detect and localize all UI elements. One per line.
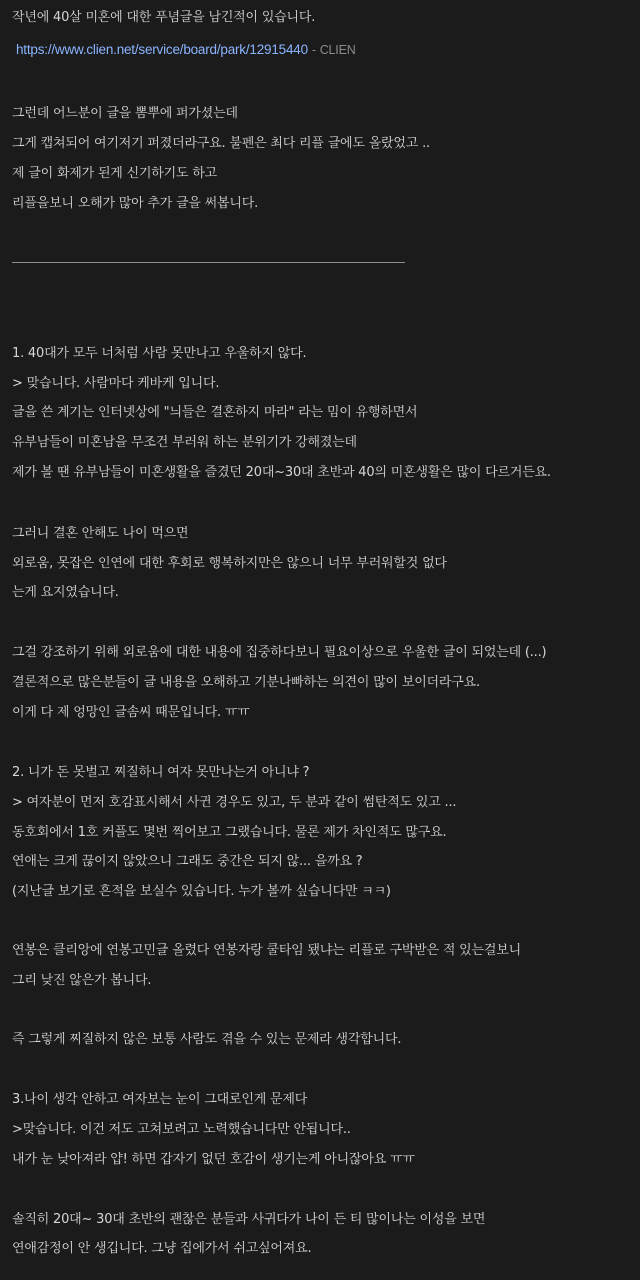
link-separator: - [311,43,316,57]
link-site-name: CLIEN [319,43,356,57]
section-1-paragraph-b-line: 이게 다 제 엉망인 글솜씨 때문입니다. ㅠㅠ [12,705,250,720]
section-1-paragraph-a-line: 는게 요지였습니다. [12,585,119,600]
section-2-question: 2. 니가 돈 못벌고 찌질하니 여자 못만나는거 아니냐 ? [12,765,310,780]
section-1-answer-line: 글을 쓴 계기는 인터넷상에 "늬들은 결혼하지 마라" 라는 밈이 유행하면서 [12,405,418,420]
section-2-answer-line: 동호회에서 1호 커플도 몇번 찍어보고 그랬습니다. 물론 제가 차인적도 많구요. [12,825,447,840]
section-3-answer-line: >맞습니다. 이건 저도 고쳐보려고 노력했습니다만 안됩니다.. [12,1122,351,1137]
section-2-paragraph-b-line: 즉 그렇게 찌질하지 않은 보통 사람도 겪을 수 있는 문제라 생각합니다. [12,1032,402,1047]
section-1-answer-line: 유부남들이 미혼남을 무조건 부러워 하는 분위기가 강해졌는데 [12,435,357,450]
paragraph-line: 제 글이 화제가 된게 신기하기도 하고 [12,166,218,181]
section-1-paragraph-b-line: 결론적으로 많은분들이 글 내용을 오해하고 기분나빠하는 의견이 많이 보이더라구요. [12,675,480,690]
section-1-paragraph-b-line: 그걸 강조하기 위해 외로움에 대한 내용에 집중하다보니 필요이상으로 우울한 글이 되었는데 (...) [12,645,547,660]
link-row [16,42,632,59]
section-1-answer-line: > 맞습니다. 사람마다 케바케 입니다. [12,376,220,391]
section-1-answer-line: 제가 볼 땐 유부남들이 미혼생활을 즐겼던 20대~30대 초반과 40의 미혼생활은 많이 다르거든요. [12,465,551,480]
section-1-paragraph-a-line: 외로움, 못잡은 인연에 대한 후회로 행복하지만은 않으니 너무 부러워할것 없다 [12,556,447,571]
section-3-paragraph-a-line: 솔직히 20대~ 30대 초반의 괜찮은 분들과 사귀다가 나이 든 티 많이나는 이성을 보면 [12,1212,486,1227]
section-3-question: 3.나이 생각 안하고 여자보는 눈이 그대로인게 문제다 [12,1092,308,1107]
section-3-answer-line: 내가 눈 낮아져라 얍! 하면 갑자기 없던 호감이 생기는게 아니잖아요 ㅠㅠ [12,1152,415,1167]
paragraph-line: 그게 캡쳐되어 여기저기 퍼졌더라구요. 불펜은 최다 리플 글에도 올랐었고 .. [12,136,430,151]
section-1-paragraph-a-line: 그러니 결혼 안해도 나이 먹으면 [12,526,189,541]
section-2-paragraph-a-line: 연봉은 클리앙에 연봉고민글 올렸다 연봉자랑 쿨타임 됐냐는 리플로 구박받은 적 있는걸보니 [12,943,521,958]
section-3-paragraph-a-line: 연애감정이 안 생깁니다. 그냥 집에가서 쉬고싶어져요. [12,1241,312,1256]
paragraph-line: 리플을보니 오해가 많아 추가 글을 써봅니다. [12,196,259,211]
section-2-paragraph-a-line: 그리 낮진 않은가 봅니다. [12,973,152,988]
section-2-answer-line: 연애는 크게 끊이지 않았으니 그래도 중간은 되지 않... 을까요 ? [12,854,363,869]
clien-post-link[interactable]: https://www.clien.net/service/board/park/12915440 [16,42,308,57]
paragraph-line: 그런데 어느분이 글을 뽐뿌에 퍼가셨는데 [12,106,238,121]
section-2-answer-line: (지난글 보기로 흔적을 보실수 있습니다. 누가 볼까 싶습니다만 ㅋㅋ) [12,884,391,899]
section-1-question: 1. 40대가 모두 너처럼 사람 못만나고 우울하지 않다. [12,346,307,361]
section-2-answer-line: > 여자분이 먼저 호감표시해서 사귄 경우도 있고, 두 분과 같이 썸탄적도 있고 ... [12,795,457,810]
intro-line: 작년에 40살 미혼에 대한 푸념글을 남긴적이 있습니다. [12,10,316,25]
divider-line [12,262,405,263]
